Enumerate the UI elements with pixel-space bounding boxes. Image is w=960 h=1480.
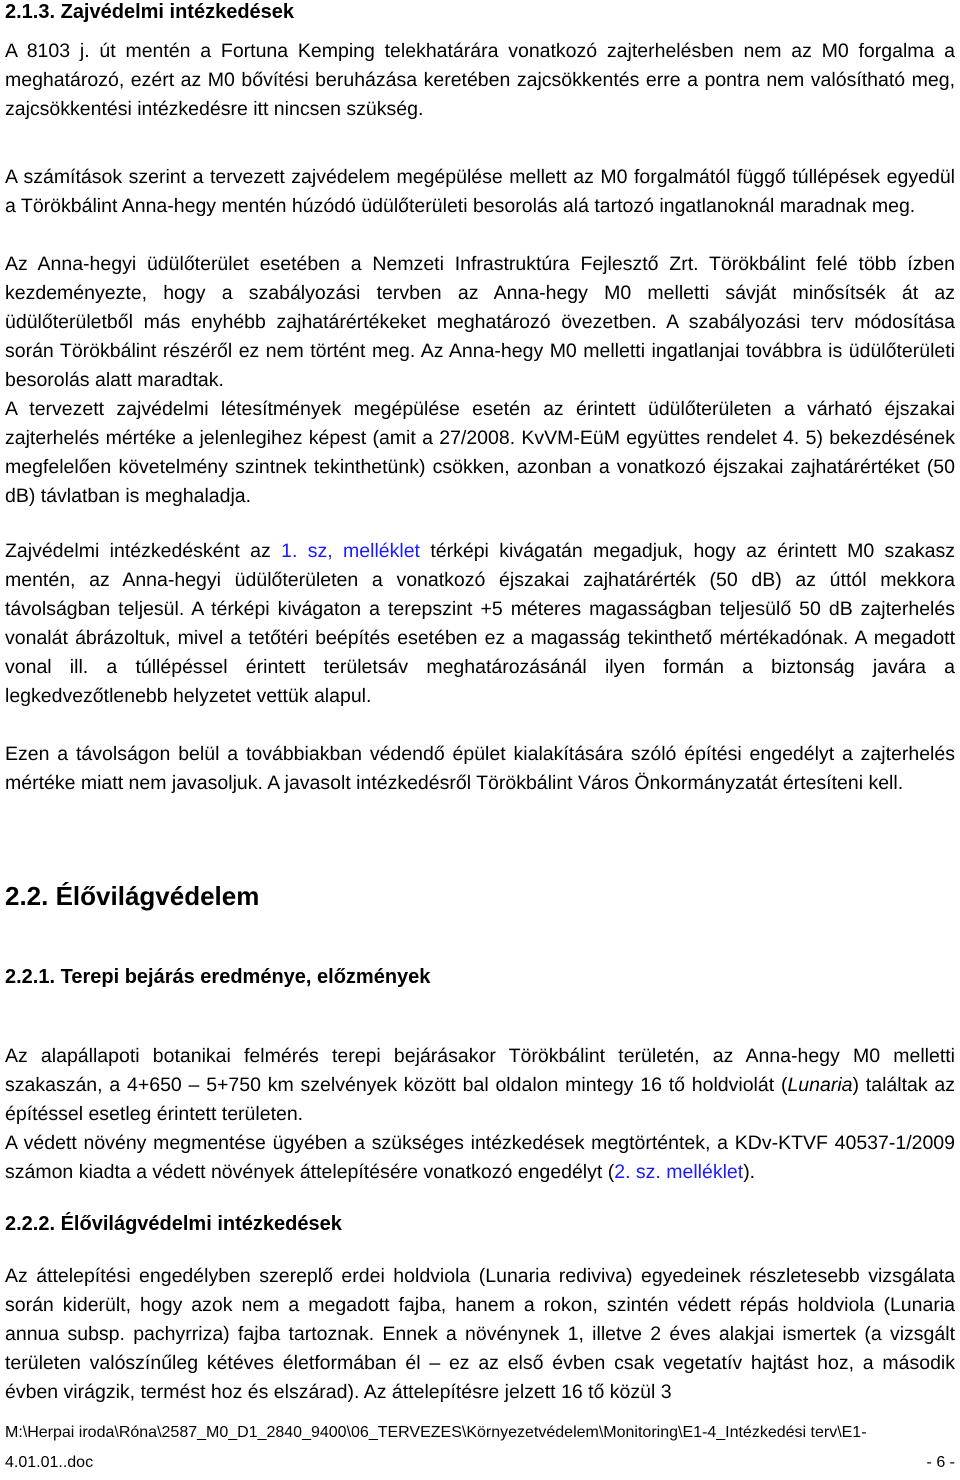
section-heading-2-1-3: 2.1.3. Zajvédelmi intézkedések <box>5 1 295 23</box>
paragraph-protected-plant-text-2: ). <box>743 1161 756 1183</box>
paragraph-anna-hegy-zoning: Az Anna-hegyi üdülőterület esetében a Nemzeti Infrastruktúra Fejlesztő Zrt. Törökbálint felé több ízben kezdeményezte, hogy a szabályozási tervben az Anna-hegy M0 melletti sávját minősítsék át az üdülőterületből más enyhébb zajhatárértékeket meghatározó övezetben. A szabályozási terv módosítása során Törökbálint részéről ez nem történt meg. Az Anna-hegy M0 melletti ingatlanjai továbbra is üdülőterületi besorolás alatt maradtak. <box>5 253 955 391</box>
paragraph-noise-measure <box>5 537 955 711</box>
paragraph-relocation-permit: Az áttelepítési engedélyben szereplő erdei holdviola (Lunaria rediviva) egyedeinek részletesebb vizsgálata során kiderült, hogy azok nem a megadott fajba, hanem a rokon, szintén védett répás holdviola (Lunaria annua subsp. pachyrriza) fajba tartoznak. Ennek a növénynek 1, illetve 2 éves alakjai ismertek (a vizsgált területen valószínűleg kétéves életformában él – ez az első évben csak vegetatív hajtást hoz, a második évben virágzik, termést hoz és elszárad). Az áttelepítésre jelzett 16 tő közül 3 <box>5 1265 955 1403</box>
page-number: - 6 - <box>926 1454 955 1471</box>
section-heading-2-2-1: 2.2.1. Terepi bejárás eredménye, előzmények <box>5 966 431 988</box>
footer-file-path-line-2: 4.01.01..doc <box>5 1454 94 1471</box>
paragraph-noise-measure-text-1: Zajvédelmi intézkedésként az <box>5 540 282 562</box>
paragraph-fortuna-kemping: A 8103 j. út mentén a Fortuna Kemping telekhatárára vonatkozó zajterhelésben nem az M0 forgalma a meghatározó, ezért az M0 bővítési beruházása keretében zajcsökkentés erre a pontra nem valósítható meg, zajcsökkentési intézkedésre itt nincsen szükség. <box>5 40 955 120</box>
paragraph-protected-plant <box>5 1129 955 1187</box>
paragraph-noise-measure-text-2: térképi kivágatán megadjuk, hogy az érintett M0 szakasz mentén, az Anna-hegyi üdülőterületen a vonatkozó éjszakai zajhatárérték (50 dB) az úttól mekkora távolságban teljesül. A térképi kivágaton a terepszint +5 méteres magasságban teljesülő 50 dB zajterhelés vonalát ábrázoltuk, mivel a tetőtéri beépítés esetében ez a magasság tekinthető mértékadónak. A megadott vonal ill. a túllépéssel érintett területsáv meghatározásánál ilyen formán a biztonság javára a legkedvezőtlenebb helyzetet vettük alapul. <box>5 540 955 707</box>
footer-file-path-line-1: M:\Herpai iroda\Róna\2587_M0_D1_2840_9400\06_TERVEZES\Környezetvédelem\Monitoring\E1-4_Intézkedési terv\E1- <box>5 1424 867 1441</box>
section-heading-2-2-2: 2.2.2. Élővilágvédelmi intézkedések <box>5 1213 342 1235</box>
paragraph-protected-plant-text-1: A védett növény megmentése ügyében a szükséges intézkedések megtörténtek, a KDv-KTVF 40537-1/2009 számon kiadta a védett növények áttelepítésére vonatkozó engedélyt ( <box>5 1132 955 1183</box>
annex-2-link[interactable]: 2. sz. melléklet <box>614 1161 744 1183</box>
paragraph-botanical-survey-text-1: Az alapállapoti botanikai felmérés terepi bejárásakor Törökbálint területén, az Anna-hegy M0 melletti szakaszán, a 4+650 – 5+750 km szelvények között bal oldalon mintegy 16 tő holdviolát ( <box>5 1045 955 1096</box>
section-heading-2-2: 2.2. Élővilágvédelem <box>5 881 260 911</box>
paragraph-botanical-survey-text-2: ) találtak az építéssel esetleg érintett területen. <box>5 1074 955 1125</box>
paragraph-calculations: A számítások szerint a tervezett zajvédelem megépülése mellett az M0 forgalmától függő túllépések egyedül a Törökbálint Anna-hegy mentén húzódó üdülőterületi besorolás alá tartozó ingatlanoknál maradnak meg. <box>5 166 955 217</box>
lunaria-italic: Lunaria <box>787 1074 853 1096</box>
paragraph-botanical-survey <box>5 1042 955 1129</box>
paragraph-building-permit: Ezen a távolságon belül a továbbiakban védendő épület kialakítására szóló építési engedélyt a zajterhelés mértéke miatt nem javasoljuk. A javasolt intézkedésről Törökbálint Város Önkormányzatát értesíteni kell. <box>5 743 955 794</box>
annex-1-link[interactable]: 1. sz, melléklet <box>281 540 420 562</box>
paragraph-night-noise: A tervezett zajvédelmi létesítmények megépülése esetén az érintett üdülőterületen a várható éjszakai zajterhelés mértéke a jelenlegihez képest (amit a 27/2008. KvVM-EüM együttes rendelet 4. 5) bekezdésének megfelelően követelmény szintnek tekinthetünk) csökken, azonban a vonatkozó éjszakai zajhatárértéket (50 dB) távlatban is meghaladja. <box>5 398 955 507</box>
